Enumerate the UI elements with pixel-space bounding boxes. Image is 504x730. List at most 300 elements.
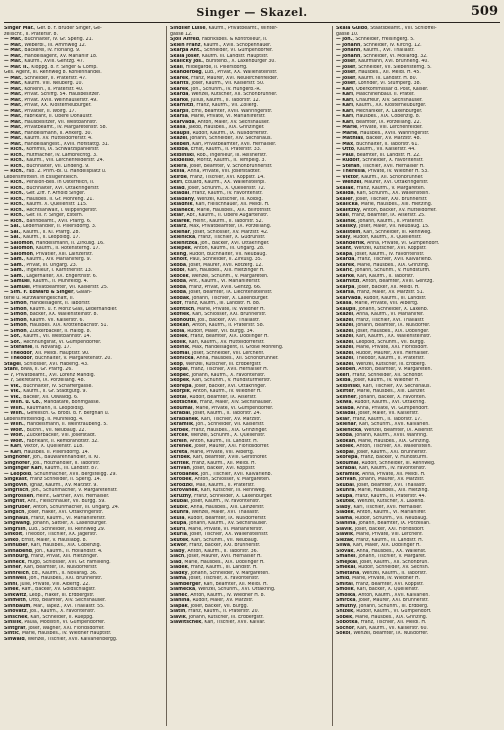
entry-details: Ernst, Maler, V. Hauslabg. 8. (21, 537, 88, 543)
directory-entry: Skaler, Josef, Tischler, XXI. Brünnerstr. (336, 196, 428, 202)
entry-name: — Rich. (4, 202, 24, 207)
entry-details: Franz, Kaufm., VII. Zollerg. (196, 103, 258, 108)
entry-details: Joh., Schneider, VII. Kaiserstr. (196, 422, 265, 427)
directory-entry: — Mar., Kaufm., XVIII. Gentzg. 47. (4, 59, 85, 64)
entry-details: Jakob, Hausbes., XIX. Grinzinger. (188, 125, 265, 130)
directory-entry: Singkast, Franz Schneider, II. Sperlg. 14. (4, 477, 102, 482)
directory-entry: Sintic, Marie, Hausbes., IV. Wiedner Hauptstr. (4, 631, 112, 636)
directory-entry: Slamecka, Wenzel, Schuhm., XVI. Ottakring. (170, 587, 276, 592)
directory-entry: — Sal., Kaufm., II. Leopoldg. 17. (4, 235, 80, 240)
directory-entry: Skazel, Wenzel, Kutscher, III. Erdberg. (336, 361, 427, 367)
entry-details: Ant., Fleischhauer, VII. Burgg. 59. (27, 499, 106, 504)
entry-name: Skarnitzl (170, 103, 194, 108)
entry-details: Johann, Beamter, IX. Nußdorfer. (356, 323, 431, 328)
entry-name: Skrobanek (170, 471, 199, 477)
entry-name: Sklenar (336, 422, 357, 427)
directory-entry: Sindlief Luise, Kaufm., Privatbeamt., Winter- (170, 26, 278, 31)
entry-details: Marie, Hausbes., XIX. Billrothstr. (196, 207, 272, 213)
directory-entry: Slovak, Anna, Hausbes., XX. Wallenst. (336, 548, 427, 554)
entry-details: Bäckerei, IV. Floriang. 9. (24, 48, 81, 53)
entry-name: — Karl (336, 103, 353, 108)
directory-entry: Skoda, Johann, Kaufm., XVIII. Währing. (336, 433, 428, 438)
entry-name: Singhaus (4, 515, 29, 521)
entry-name: Skaupil (336, 306, 356, 312)
entry-details: Wenzel, Tischler, XVII. Kalvarienbergg. (27, 636, 118, 642)
directory-entry: Sklarz, Max, Privatbeamter, IX. Porzellang. (170, 224, 272, 229)
directory-entry: Skidelski, Moritz, Kaufm., II. Tempelg. 3. (170, 158, 266, 163)
directory-entry: Skutek, Wenzel, Kutscher, X. Laxenb. (336, 499, 425, 504)
directory-entry: Skruzny, Franz, Schneider, X. Laxenburger. (170, 493, 273, 499)
directory-entry: Skrivan, Johann, Maurer, XV. Märzstr. (336, 477, 425, 482)
entry-details: Zuckerbäcker, VIII. Josefstadt. (26, 433, 97, 438)
directory-entry: Slad, Marie, Hausbes., XIX. Döblinger H. (170, 559, 265, 565)
entry-name: Skolnik (170, 345, 190, 350)
entry-name: Skula (170, 515, 185, 521)
entry-name: — Sim. F. Edward & Singer (4, 290, 74, 295)
entry-name: Skop (170, 361, 183, 367)
entry-name: Skolek (170, 334, 188, 339)
entry-details: Hildegarde, II. Pillersdorfg. (185, 64, 248, 70)
entry-name: — Mar. (4, 81, 22, 86)
entry-details: Karl, Kutscher, III. Rennweg. (200, 488, 267, 493)
directory-entry: Skopec, Johann, Kaufm., X. Favoritenstr. (170, 372, 266, 378)
directory-entry: — Wilh. u. Co., Mandatare, Böhmgasse. (4, 400, 101, 405)
entry-details: Heinr., Gärtner, XVII. Hernalser. (36, 493, 110, 499)
entry-details: Rechtsanwalt, I. Wipplingerstr. (26, 207, 98, 213)
directory-entry: Skarvada, Anton, Maler, XV. Sechshauser. (170, 119, 270, 125)
entry-name: Singkast (4, 477, 27, 482)
entry-name: — Mar. (4, 53, 22, 59)
entry-name: Skuril (170, 526, 186, 532)
directory-entry: Skuhra, Marie, Hausbes., XIII. Hietzing. (336, 488, 429, 493)
entry-name: Skalicky Jos. (170, 59, 203, 64)
entry-details: Rudolf, Kaufm., XVI. Ottakring. (354, 400, 426, 405)
entry-details: Anna, Kaufm., VI. Mariahilfer. (356, 312, 424, 317)
entry-details: Jos., Bäcker, XVI. Thaliastr. (197, 317, 260, 323)
entry-details: Kommis, IX. Schwarzspanierstr. (26, 147, 100, 152)
entry-name: Skalnik (336, 218, 356, 224)
directory-entry: — Wolf., Buchh., VII. Neubaug. 22. (4, 427, 87, 433)
entry-name: Smutny (336, 603, 357, 609)
entry-details: Johann, Tischler, V. Margaret. (358, 554, 427, 559)
entry-name: — Mar. (4, 37, 22, 42)
directory-entry: — Josef, Kaufmann, XVI. Brunneng. 40. (336, 59, 429, 64)
directory-entry: Skirl, Eduard, Kaufm., XX. Wallensteinpl. (170, 180, 266, 185)
entry-details: Franz, Kaufm., II. Praterstr. 44. (355, 493, 427, 499)
directory-entry: Skazel, Theodor, Kaufm., II. Praterstr. (336, 356, 425, 361)
entry-details: Kaufm., XII. Schönbrunner. (361, 174, 424, 180)
directory-entry: — Wolf., Zuckerbäcker, VIII. Josefstadt. (4, 433, 97, 438)
directory-entry: — Johann, Schneider, IV. Kirchg. 12. (336, 42, 422, 48)
entry-details: Handelsmann, II. Weintraubeng. 5. (26, 422, 108, 427)
directory-entry: Skrivan, Josef, Bäcker, XVI. Koppstr. (170, 466, 256, 471)
entry-details: Maschinenbaul. II. Prater. (355, 92, 415, 97)
entry-name: Skerl (336, 372, 350, 378)
entry-name: Sinkolt (4, 532, 23, 537)
entry-name: Skurla (170, 532, 187, 537)
entry-name: Snizek (336, 609, 354, 614)
entry-details: Eduard, Kaufm., XX. Wallensteinpl. (184, 180, 266, 185)
directory-entry: Skilla, Anna, Private, VIII. Josefstädter. (170, 169, 261, 174)
entry-name: Skruzny (170, 493, 192, 499)
entry-details: Rudolf, Maurer, XVII. Hernalser. (356, 350, 429, 356)
entry-name: — Mar. (4, 108, 22, 114)
directory-entry: Skazel, Marie, Private, XXI. Floridsdorf. (336, 345, 428, 350)
entry-name: Skarits (170, 81, 189, 86)
entry-name: — Mar. (4, 92, 22, 97)
entry-details: Lud., Schneider, III. Rennweg 29. (28, 526, 106, 532)
directory-entry: Singhofer, Jos., Holzhändler, II. Taborstr. (4, 460, 101, 466)
page-header (0, 6, 504, 20)
entry-name: — Rich. (4, 152, 24, 158)
entry-details: Rudolf, Beamter, IX. Alserstr. (189, 394, 257, 400)
directory-entry: Skerl, Franz, Schneider, XII. Schönbr. (336, 372, 424, 378)
entry-details: Schneider, II. Praterstr. 47. (24, 75, 87, 81)
entry-details: Franz, Tischler, XVII. Hernalser H. (190, 367, 269, 372)
entry-name: Slovak (336, 548, 354, 554)
entry-details: Mechaniker, X. Laxenburger. (355, 108, 423, 114)
directory-entry: — Sof., Rechnungsrat, VI. Gumpendorfer. (4, 339, 102, 345)
directory-entry: Skalda, Karl, Schuhm., XX. Wallenstein. (336, 191, 430, 196)
entry-details: Josef, Tischler, XX. Wallensteinstr. (189, 532, 269, 537)
directory-entry: Skling, Rudolf, Buchhalter, VII. Neubaug. (170, 251, 267, 257)
entry-name: — Stefanie (4, 345, 33, 350)
entry-details: Rudolf, Kaufm., VI. Gumpendorf. (356, 609, 432, 614)
entry-name: Skorepa (170, 383, 192, 389)
directory-entry: Skoba, Josef, Maurer, XVII. Rötzerg. 12. (170, 262, 263, 268)
entry-details: Karl, Tischler, XVII. Hernalser. (353, 504, 423, 510)
directory-entry: Slach, Josef, Maurer, XVII. Hernalser H. (170, 554, 262, 559)
entry-name: Sklen Franz (170, 42, 201, 48)
directory-entry: Sklenar, Josef, Schlosser, XV. Märzstr. 42. (170, 229, 269, 235)
entry-name: — Simon (4, 306, 27, 312)
entry-details: Ignaz, Kaufm., XV. Märzstr. 9. (29, 482, 98, 488)
entry-name: — Karl (336, 86, 353, 92)
entry-details: Buchhalter, XVI. Ottakringerstr. (26, 185, 100, 191)
entry-details: gasse 10. (336, 31, 359, 37)
directory-entry: — Mar., Privat. Schiffg. 54. Hausbesitzer. (4, 92, 100, 97)
entry-details: Josef, Maurer, XXI. Brünnerstr. (358, 598, 429, 603)
entry-name: Skazel (336, 356, 354, 361)
directory-entry: Skrabal, Josef, Kaufm., II. Taborstr. 24. (170, 411, 261, 416)
directory-entry: — Sam., Lagerhalter, XX. Engerthstr. 6. (4, 273, 98, 279)
entry-name: Skladal (336, 411, 356, 416)
entry-details: Buchhalter, II. Taborstr. 61. (356, 141, 419, 147)
entry-details: Rudolf, Schuhm., VII. Neubaug. (355, 515, 428, 521)
directory-entry: — Sam., Kaufm., XIV. Mariahilferg. 9. (4, 257, 92, 262)
directory-entry: Skolek, Franz, Beamter, XIX. Döblinger H. (170, 334, 269, 339)
entry-details: Franz, Schneider, XII. Schönbr. (352, 372, 424, 378)
entry-name: — Rich. (4, 196, 24, 202)
directory-entry: Skala Guido, Staatsbeamt., VIII. Schlöffel- (336, 26, 437, 31)
entry-name: Skoda (170, 290, 187, 295)
entry-details: Marie, Private, VIII. Lerchenf. (356, 532, 423, 537)
entry-name: Skilla (170, 169, 185, 174)
directory-entry: Skala Josef, Kaufm. III. Landstr. Hauptstr. (170, 53, 269, 59)
entry-name: Skazel (336, 312, 354, 317)
entry-details: Josef, Tischler, XXI. Brünnerstr. (355, 196, 428, 202)
directory-entry: Slaby, Karl, Tischler, XVII. Hernalser. (336, 504, 423, 510)
directory-entry: Skomal, Josef, Schneider, VIII. Lerchenf. (170, 350, 265, 356)
entry-name: Slamecka (170, 587, 196, 592)
directory-entry: — Rich., Hausbes. II. Gr. Mohreng. 21. (4, 196, 94, 202)
entry-name: — Josef (336, 75, 356, 81)
entry-name: Slamberger (170, 581, 201, 587)
directory-entry: — Sal., Lederhändler, II. Pillersdorfg. 3. (4, 224, 97, 229)
directory-entry: Skubal, Josef, Kaufm., IV. Favoritenstr. (170, 499, 261, 504)
entry-name: Skrivan (336, 477, 356, 482)
directory-entry: — Mar., Handelsagent, XV. Mariahilf 18. (4, 53, 98, 59)
entry-name: Skorpik (170, 389, 190, 394)
directory-entry: Skaly, Rudolf, Kaufm., X. Quellenstr. (336, 235, 422, 240)
entry-name: Smekal (336, 565, 356, 570)
entry-details: Max, Handelsagent, II. Große Mohreng. (192, 345, 284, 350)
directory-entry: Sladek, Franz, Kaufm., III. Landstr. H. (170, 565, 258, 570)
entry-name: Skling (170, 251, 187, 257)
entry-details: Chauffeur, XIV. Sechshauser. (355, 97, 423, 103)
entry-name: Sobotka (336, 620, 358, 625)
directory-entry: Smital, Franz, Beamter, XVI. Koppstr. (336, 581, 424, 587)
entry-name: Skoba (170, 262, 187, 268)
directory-entry: — Mar., Privat, XX. Klosterneuburger. (4, 103, 92, 108)
entry-name: Skladal (170, 191, 190, 196)
directory-entry: Skubic, Anna, Hausbes., XIII. Lainzerstr. (170, 504, 265, 510)
directory-entry: Skokan, Anton, Kaufm., II. Praterstr. 58. (170, 323, 265, 328)
entry-details: Josef, Bäcker, XVI. Ottakringer. (194, 383, 267, 389)
directory-entry: — Mar., Privat. XVIII. Weinhauserstr. 49. (4, 97, 98, 103)
entry-name: Singinger Karl (4, 466, 42, 471)
entry-name: Skarek (336, 262, 355, 268)
directory-entry: Skwor, Franz, Bäcker, XXI. Brünnerstr. (170, 543, 261, 548)
directory-entry: Smolik, Karl, Bäcker, X. Quellenstr. (336, 587, 419, 592)
directory-entry: — Rich., Pension-Bes. in Osterreich, II. (4, 180, 95, 185)
entry-details: Joh., Kaufm., II. Hollandstr. 4. (34, 548, 103, 554)
entry-details: Karl, Beamter, IX. Nußdorferstr. (24, 565, 98, 570)
directory-entry: Sinslik, Paula, Modistin, VI. Gumpendorfer. (4, 620, 106, 625)
entry-details: Wenzel, Kutscher, XVI. Koppstr. (354, 246, 427, 251)
directory-entry: Sinnabend, Joh., Kaufm., II. Hollandstr. 4. (4, 548, 103, 554)
entry-name: Skibba (170, 147, 188, 152)
directory-entry: Sinkwitz, Leop., Fiaker, III. Erdbergstr. (4, 592, 95, 598)
entry-name: — Sal. (4, 224, 21, 229)
directory-entry: Skapa, Josef, Kaufm., IV. Favoritenstr. (336, 251, 425, 257)
entry-name: Skazel (336, 317, 354, 323)
entry-name: — Mar. (4, 48, 22, 53)
entry-name: — Wilh. (4, 411, 24, 416)
entry-name: Slavik (170, 614, 186, 620)
entry-details: Kaufm., XIV. Mariahilferg. 9. (26, 257, 92, 262)
entry-name: — Rich. (4, 147, 24, 152)
entry-details: Rudolf, Kaufm., X. Quellenstr. (353, 235, 422, 240)
entry-details: Privat, XX. Klosterneuburger. (24, 103, 92, 108)
directory-entry: Skiwa, Rudolf, Kaufm., XVI. Ottakring. (336, 400, 426, 405)
entry-name: — Simon (4, 301, 27, 306)
entry-name: — Vik. (4, 394, 21, 400)
entry-details: Josef, Schlosser, XV. Märzstr. 42. (192, 229, 269, 235)
entry-name: Sinschek (4, 614, 28, 620)
entry-details: Johann, Tischler, X. Laxenburger. (192, 295, 269, 301)
page-number: 509 (470, 4, 498, 19)
entry-details: Josef, Bäcker, VII. Burgg. (190, 603, 249, 609)
directory-entry: Sladek, Anton, Kaufm., VI. Mariahilfer. (336, 510, 427, 515)
entry-name: Skubal (336, 482, 354, 488)
entry-name: — Rich. (4, 169, 24, 174)
entry-details: Kaufm., II. Mühlfeldg. 4. (32, 279, 89, 284)
directory-entry: Skutek, Karl, Schuhm., VII. Neubaug. (170, 537, 259, 543)
directory-entry: Skarsa, Marie, Private, VI. Mariahilferstr. (170, 114, 266, 119)
entry-details: Josef, Maler, VII. Kaiserstr. (358, 411, 419, 416)
entry-details: Abr., Kaufm., II. Obere Augartenstr. (186, 213, 269, 218)
directory-entry: — Josef, Kaufm. III. Landstr. H. 80. (336, 75, 418, 81)
directory-entry: Singruber, Anton, Schuhmacher, III. Ungarg. 24. (4, 504, 120, 510)
directory-entry: — Johann, Kaufm., XVI. Thaliastr. (336, 48, 415, 53)
entry-details: Wenzel, Beamter, IX. Alserstr. (364, 427, 434, 433)
entry-name: Smahel (336, 554, 356, 559)
directory-entry: Skula, Rudolf, Beamter, IX. Nußdorferstr. (170, 515, 267, 521)
entry-details: Rudolf, Buchhalter, VII. Neubaug. (189, 251, 267, 257)
entry-name: Skrobek (170, 477, 192, 482)
entry-name: Skladnik (170, 202, 193, 207)
directory-entry: — Mar. II., Kloppg. 8. F. Singer & Comp. (4, 64, 98, 70)
directory-entry: Stagel, Schlosser, XVI. Haberlg. 43. (4, 361, 89, 367)
entry-details: Josef, Kaufm., II. Taborstr. 24. (192, 411, 261, 416)
entry-details: Max, Privatbeamter, IX. Porzellang. (189, 224, 272, 229)
directory-entry: Skibinski, Karl, Tischler, XV. Sechshaus. (336, 383, 431, 389)
directory-entry: Slama, Rudolf, Schuhm., VII. Neubaug. (336, 515, 428, 521)
entry-details: Schuhmacher, XVII. Bergsteigg. 29. (34, 471, 117, 477)
entry-details: Josef, Kaufm., IV. Wiedner H. (353, 378, 420, 383)
directory-entry: Skarvada, Rudolf, Kaufm., III. Landstr. (336, 295, 427, 301)
directory-entry: Singrisch, Joh., Schuhmacher, V. Margaretenstr. (4, 488, 118, 493)
entry-name: Singrossen (4, 493, 34, 499)
entry-details: Karl, Maler, XIX. Döblinger H. (353, 543, 421, 548)
entry-name: Sklepek (170, 246, 191, 251)
entry-details: Karl, Tischler, XVII. Kalvar. (204, 620, 266, 625)
directory-entry: Skibba, Ernst, Kaufm., II. Praterstr. 33. (170, 147, 262, 152)
directory-entry: — Rich., Kommis, IX. Schwarzspanierstr. (4, 147, 100, 152)
entry-name: — Karl (336, 119, 353, 125)
entry-details: Joh., Hausbes., XXI. Brünnerstr. (29, 576, 103, 581)
directory-entry: — Simon, Hausbes. XIX. Krottenbachstr. 51. (4, 323, 108, 328)
directory-entry: Skuril, Marie, Private, VI. Mariahilferstr. (170, 526, 264, 532)
entry-name: — Sal. (4, 235, 21, 240)
entry-name: Stahl (4, 367, 18, 372)
directory-entry: Skaupil, Johann, Schneider, X. Laxenb. (336, 306, 429, 312)
entry-details: Sekretärin, IX. Porzellang. 48. (15, 378, 86, 383)
directory-entry: — Salomon, Kaufm., II. Rotensterng. 17. (4, 246, 100, 251)
directory-entry: Skasa, Jakob, Hausbes., XIX. Grinzinger. (170, 125, 265, 130)
entry-details: Marie, Hausbes., XIX. Grinzing. (358, 438, 431, 444)
directory-entry: Skazel, Franz, Tischler, XVI. Thaliastr. (336, 317, 425, 323)
entry-details: Kaufm., XVI. Thaliastr. (363, 48, 415, 53)
directory-entry: Singwang, Johann, Sattler, X. Laxenburger. (4, 521, 107, 526)
entry-name: Slanec (170, 592, 188, 598)
entry-name: Singsch (4, 510, 25, 515)
entry-name: — Rich. (4, 207, 24, 213)
entry-details: Marie, Hausbes., XIII. Hietzing. (357, 488, 429, 493)
directory-entry: Skokan, Marie, Hausbes., XIX. Grinzing. (336, 438, 431, 444)
directory-entry: — Rich., Buchhalter, XVI. Ottakringerstr. (4, 185, 100, 191)
directory-entry: Skibinski, Rob., Ingenieur, III. Reisnerstr. (170, 152, 267, 158)
entry-name: Sinnreich (4, 570, 29, 576)
entry-details: Rudolf, Maler, VII. Burgg. 34. (187, 328, 255, 334)
entry-details: Josef, Beamter, V. Schönbrunnerstr. (189, 163, 273, 169)
entry-details: Weberbl., III. Arnmweg 12. (24, 42, 87, 48)
entry-details: Anna, Hausbes., XX. Wallenst. (356, 548, 427, 554)
directory-entry: Sknolt, Paul, Schneider, II. Zirkusg. 35. (170, 257, 263, 262)
entry-name: Skrein (170, 438, 187, 444)
entry-name: Skaly (336, 235, 351, 240)
entry-name: — Mar. (4, 114, 22, 119)
entry-details: Marie, Private, XXI. Floridsdorf. (356, 345, 428, 350)
entry-details: Franz, Kaufm., II. Praterstr. 20. (188, 609, 260, 614)
entry-name: Skwor (170, 543, 187, 548)
entry-name: Skrovanek (170, 488, 198, 493)
directory-entry: Smrcka, Josef, Maurer, XXI. Brünnerstr. (336, 598, 429, 603)
directory-entry: — Mar., Handelsmann, II. Ankerg. 30. (4, 130, 92, 136)
entry-name: — Vik. (4, 383, 21, 389)
entry-details: Rudolf, Schneider, XV. Sechsh. (358, 565, 430, 570)
entry-name: Sknolt (170, 257, 187, 262)
directory-entry: Slavik, Josef, Bäcker, XXI. Floridsdorf. (336, 526, 425, 532)
entry-name: — Theresia (336, 169, 365, 174)
entry-details: Privatbeamter, VII. Kaiserstr. 25. (32, 284, 109, 290)
directory-entry: — Paul, Beamter, III. Landstr. H. 22. (336, 152, 421, 158)
entry-name: Skrenek (170, 444, 192, 449)
entry-details: Johann, Kaufm., XV. Sechshauser. (189, 521, 268, 526)
entry-details: Fabriksbes. & Kontrolleur, II. (202, 37, 268, 42)
entry-details: Anton, Bäcker, XV. Hütteldorfer. (362, 207, 437, 213)
entry-name: — Sof. (4, 339, 21, 345)
entry-details: Joh., Bäcker, XVI. Ottakringer. (200, 240, 270, 246)
entry-name: Skokan (336, 438, 356, 444)
entry-name: Sinner (4, 565, 22, 570)
directory-entry: — Simon, Kaufm. u. F. Moriz Glas, Lederhändler. (4, 306, 118, 312)
entry-details: Josef, Kaufm., IV. Favoritenstr. (190, 499, 261, 504)
directory-entry: Skinner, Johann, Bäcker, X. Favoriten. (336, 394, 427, 400)
entry-name: Skopal (170, 367, 188, 372)
entry-details: Lagerhalter, XX. Engerthstr. 6. (26, 273, 98, 279)
entry-details: Buchhalter, V. Margaretenstr. 20. (35, 356, 112, 361)
entry-name: Singrisch (4, 488, 29, 493)
entry-details: Franz, Kaufm., XII. Meidl. H. (191, 460, 256, 466)
entry-details: Hausbes., XII. Meidl. H. 45. (358, 70, 421, 75)
entry-name: Smolka (336, 592, 356, 598)
directory-entry: — Mar., Buchhalter, IV. Gr. Sperlg. 21. (4, 37, 94, 42)
entry-details: Handelsagent, II. Taborstr. (29, 301, 91, 306)
entry-details: Marie, Private, VIII. Albertg. (190, 449, 255, 455)
directory-entry: — Simon, Handelsagent, II. Taborstr. (4, 301, 91, 306)
entry-name: — Rich. (4, 180, 24, 185)
directory-entry: Sjoll Alfred, Fabriksbes. & Kontrolleur, II. (170, 37, 268, 42)
entry-name: Slawik (336, 532, 354, 537)
entry-details: Karl, Tischler, XV. Märzstr. (200, 416, 262, 422)
entry-name: — Wilh. (4, 422, 24, 427)
entry-details: Kaufm. III. Landstr. H. 80. (358, 75, 418, 81)
entry-name: — Rudolf (336, 158, 360, 163)
entry-details: Bäcker, XV. Märzstr. 48. (366, 136, 422, 141)
directory-entry: — Mar., Hausbesitzer, VII. Westbahnstr. (4, 119, 98, 125)
entry-name: Skalitzky (336, 207, 360, 213)
entry-details: Handelsmann, II. Zirkusg. 16. (35, 240, 105, 246)
entry-details: Hausbes., XVIII. Währingerstr. (360, 130, 430, 136)
entry-details: Kaufm. u. F. Moriz Glas, Lederhändler. (29, 306, 118, 312)
directory-entry: Sladky, Johann, Schneider, V. Margareten. (170, 570, 270, 576)
directory-entry: Skolik, Karl, Kaufm., XV. Hütteldorferstr. (170, 339, 265, 345)
entry-name: Skeben (336, 367, 356, 372)
directory-entry: Sklenicka, Franz, Tischler, X. Gudrunstr. (170, 235, 266, 240)
entry-name: Stagel (4, 361, 21, 367)
